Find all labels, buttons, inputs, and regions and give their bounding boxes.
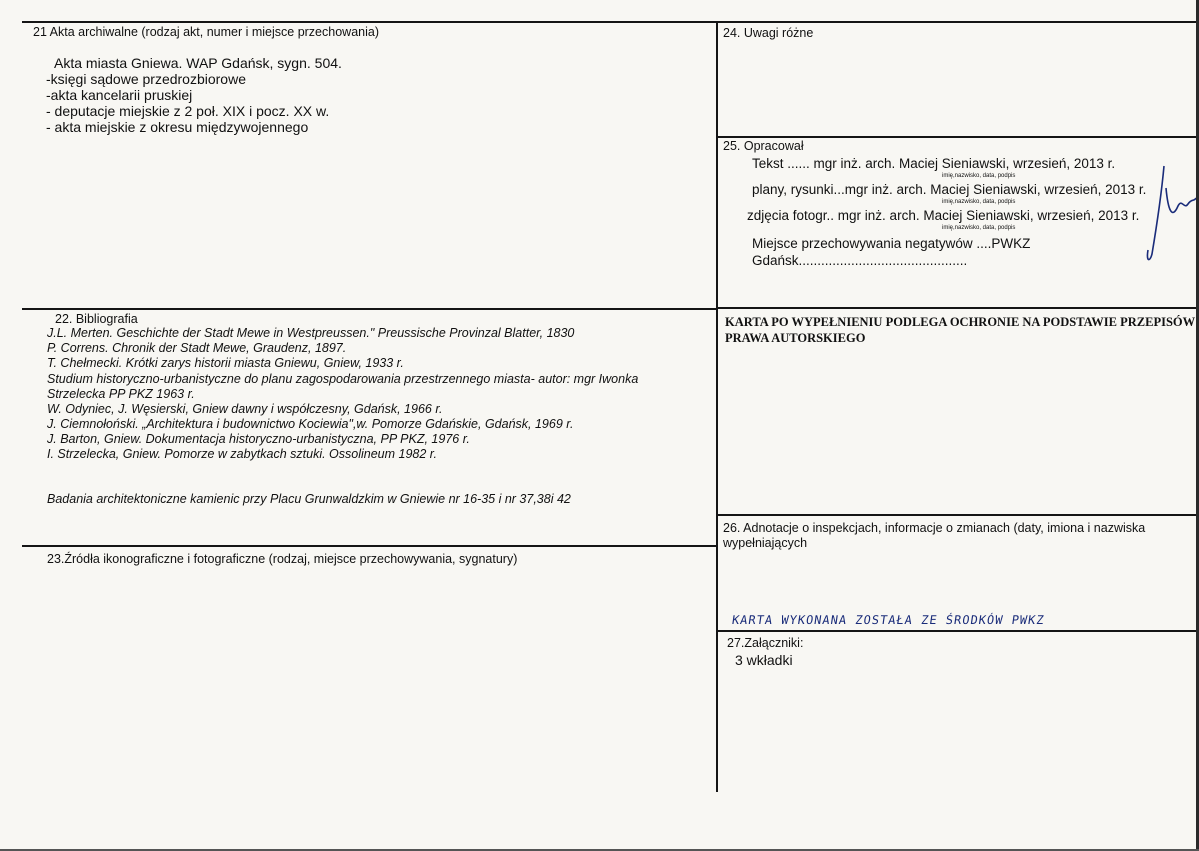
top-rule (22, 21, 1197, 23)
s26-label-line-2: wypełniających (723, 536, 808, 550)
bib-item-7: J. Ciemnołoński. „Architektura i budownictwo Kociewia",w. Pomorze Gdańskie, Gdańsk, 1969 r. (47, 417, 574, 431)
s22-label: 22. Bibliografia (55, 312, 138, 326)
rule-s25-copyright (717, 307, 1197, 309)
bib-item-5: Strzelecka PP PKZ 1963 r. (47, 387, 195, 401)
s21-line-2: -księgi sądowe przedrozbiorowe (46, 71, 246, 87)
s21-line-4: - deputacje miejskie z 2 poł. XIX i pocz. XX w. (46, 103, 330, 119)
s24-label: 24. Uwagi różne (723, 26, 814, 40)
s25-caption-2: imię,nazwisko, data, podpis (942, 199, 1016, 205)
bib-item-3: T. Chełmecki. Krótki zarys historii miasta Gniewu, Gniew, 1933 r. (47, 356, 404, 370)
bib-item-8: J. Barton, Gniew. Dokumentacja historyczno-urbanistyczna, PP PKZ, 1976 r. (47, 432, 470, 446)
s25-photos-line: zdjęcia fotogr.. mgr inż. arch. Maciej Sieniawski, wrzesień, 2013 r. (747, 208, 1140, 223)
s21-line-5: - akta miejskie z okresu międzywojennego (46, 119, 309, 135)
s25-text-line: Tekst ...... mgr inż. arch. Maciej Sieniawski, wrzesień, 2013 r. (752, 156, 1116, 171)
bib-item-4: Studium historyczno-urbanistyczne do planu zagospodarowania przestrzennego miasta- autor: mgr Iwonka (47, 372, 639, 386)
s23-label: 23.Źródła ikonograficzne i fotograficzne (rodzaj, miejsce przechowywania, sygnatury) (47, 552, 518, 566)
s27-label: 27.Załączniki: (727, 636, 804, 650)
bib-item-2: P. Correns. Chronik der Stadt Mewe, Graudenz, 1897. (47, 341, 347, 355)
rule-s21-s22 (22, 308, 718, 310)
s25-negatives-line-1: Miejsce przechowywania negatywów ....PWKZ (752, 236, 1031, 251)
s21-line-3: -akta kancelarii pruskiej (46, 87, 193, 103)
s25-caption-1: imię,nazwisko, data, podpis (942, 173, 1016, 179)
rule-s24-s25 (717, 136, 1197, 138)
s26-handwritten-note: KARTA WYKONANA ZOSTAŁA ZE ŚRODKÓW PWKZ (731, 613, 1046, 627)
copyright-line-2: PRAWA AUTORSKIEGO (725, 331, 866, 345)
rule-s26-s27 (717, 630, 1197, 632)
s25-caption-3: imię,nazwisko, data, podpis (942, 225, 1016, 231)
s25-label: 25. Opracował (723, 139, 804, 153)
bib-extra: Badania architektoniczne kamienic przy Placu Grunwaldzkim w Gniewie nr 16-35 i nr 37,38i 42 (47, 492, 571, 506)
signature-image (1138, 158, 1198, 268)
bib-item-6: W. Odyniec, J. Węsierski, Gniew dawny i współczesny, Gdańsk, 1966 r. (47, 402, 443, 416)
s25-negatives-line-2: Gdańsk............................................. (752, 253, 968, 268)
s27-value: 3 wkładki (735, 652, 793, 668)
s21-line-1: Akta miasta Gniewa. WAP Gdańsk, sygn. 504. (54, 55, 342, 71)
s21-label: 21 Akta archiwalne (rodzaj akt, numer i miejsce przechowania) (33, 25, 379, 39)
rule-s22-s23 (22, 545, 718, 547)
s26-label-line-1: 26. Adnotacje o inspekcjach, informacje o zmianach (daty, imiona i nazwiska (723, 521, 1146, 535)
rule-copyright-s26 (717, 514, 1197, 516)
s25-plans-line: plany, rysunki...mgr inż. arch. Maciej Sieniawski, wrzesień, 2013 r. (752, 182, 1147, 197)
bib-item-9: I. Strzelecka, Gniew. Pomorze w zabytkach sztuki. Ossolineum 1982 r. (47, 447, 437, 461)
copyright-line-1: KARTA PO WYPEŁNIENIU PODLEGA OCHRONIE NA PODSTAWIE PRZEPISÓW (725, 315, 1196, 329)
bib-item-1: J.L. Merten. Geschichte der Stadt Mewe in Westpreussen." Preussische Provinzal Blatter, 1830 (47, 326, 575, 340)
